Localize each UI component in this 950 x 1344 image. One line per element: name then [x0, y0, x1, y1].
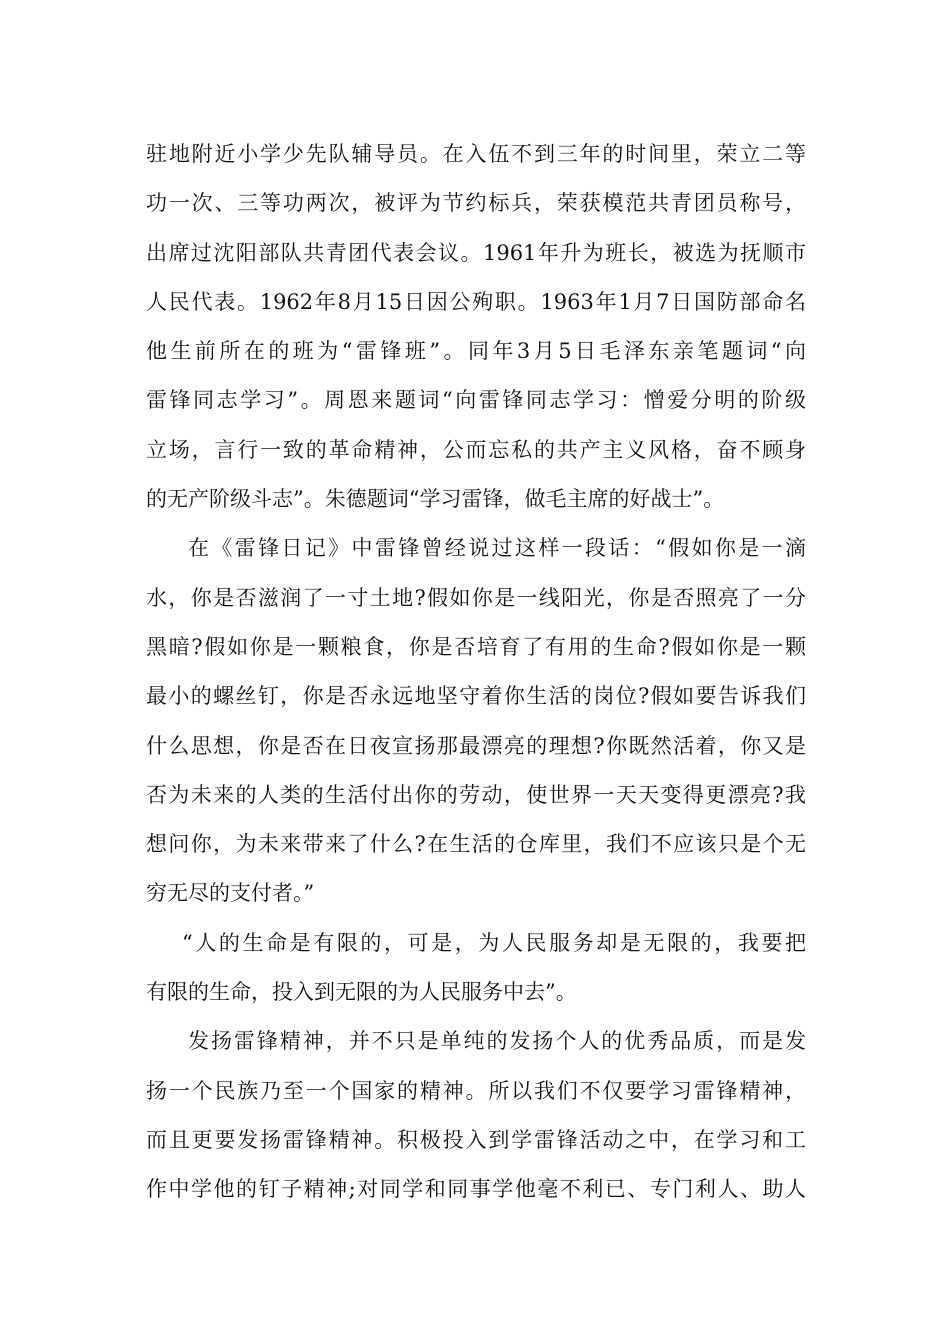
text-line: 有限的生命，投入到无限的为人民服务中去”。	[146, 980, 577, 1005]
text-line: 穷无尽的支付者。”	[146, 881, 315, 906]
text-line: 想问你，为未来带来了什么?在生活的仓库里，我们不应该只是个无	[146, 832, 806, 857]
text-line: 发扬雷锋精神，并不只是单纯的发扬个人的优秀品质，而是发	[188, 1029, 806, 1054]
text-line: “人的生命是有限的，可是，为人民服务却是无限的，我要把	[182, 930, 806, 955]
paragraph-2	[146, 524, 806, 918]
text-line: 人民代表。1962年8月15日因公殉职。1963年1月7日国防部命名	[146, 289, 806, 314]
text-line: 什么思想，你是否在日夜宣扬那最漂亮的理想?你既然活着，你又是	[146, 733, 806, 758]
text-line: 作中学他的钉子精神;对同学和同事学他毫不利已、专门利人、助人	[146, 1177, 806, 1202]
text-line: 水，你是否滋润了一寸土地?假如你是一线阳光，你是否照亮了一分	[146, 585, 806, 610]
text-line: 驻地附近小学少先队辅导员。在入伍不到三年的时间里，荣立二等	[146, 142, 806, 166]
text-line: 而且更要发扬雷锋精神。积极投入到学雷锋活动之中，在学习和工	[146, 1127, 806, 1152]
text-line: 功一次、三等功两次，被评为节约标兵，荣获模范共青团员称号，	[146, 191, 806, 216]
document-body	[146, 130, 806, 1215]
text-line: 雷锋同志学习”。周恩来题词“向雷锋同志学习：憎爱分明的阶级	[146, 388, 806, 413]
text-line: 扬一个民族乃至一个国家的精神。所以我们不仅要学习雷锋精神，	[146, 1078, 806, 1103]
paragraph-1	[146, 130, 806, 524]
text-line: 最小的螺丝钉，你是否永远地坚守着你生活的岗位?假如要告诉我们	[146, 684, 806, 709]
text-line: 出席过沈阳部队共青团代表会议。1961年升为班长，被选为抚顺市	[146, 240, 806, 265]
text-line: 立场，言行一致的革命精神，公而忘私的共产主义风格，奋不顾身	[146, 437, 806, 462]
text-line: 否为未来的人类的生活付出你的劳动，使世界一天天变得更漂亮?我	[146, 782, 806, 807]
text-line: 的无产阶级斗志”。朱德题词“学习雷锋，做毛主席的好战士”。	[146, 487, 725, 512]
paragraph-4	[146, 1017, 806, 1214]
text-line: 他生前所在的班为“雷锋班”。同年3月5日毛泽东亲笔题词“向	[146, 339, 806, 364]
text-line: 黑暗?假如你是一颗粮食，你是否培育了有用的生命?假如你是一颗	[146, 634, 806, 659]
text-line: 在《雷锋日记》中雷锋曾经说过这样一段话：“假如你是一滴	[188, 536, 806, 561]
paragraph-3	[146, 919, 806, 1018]
